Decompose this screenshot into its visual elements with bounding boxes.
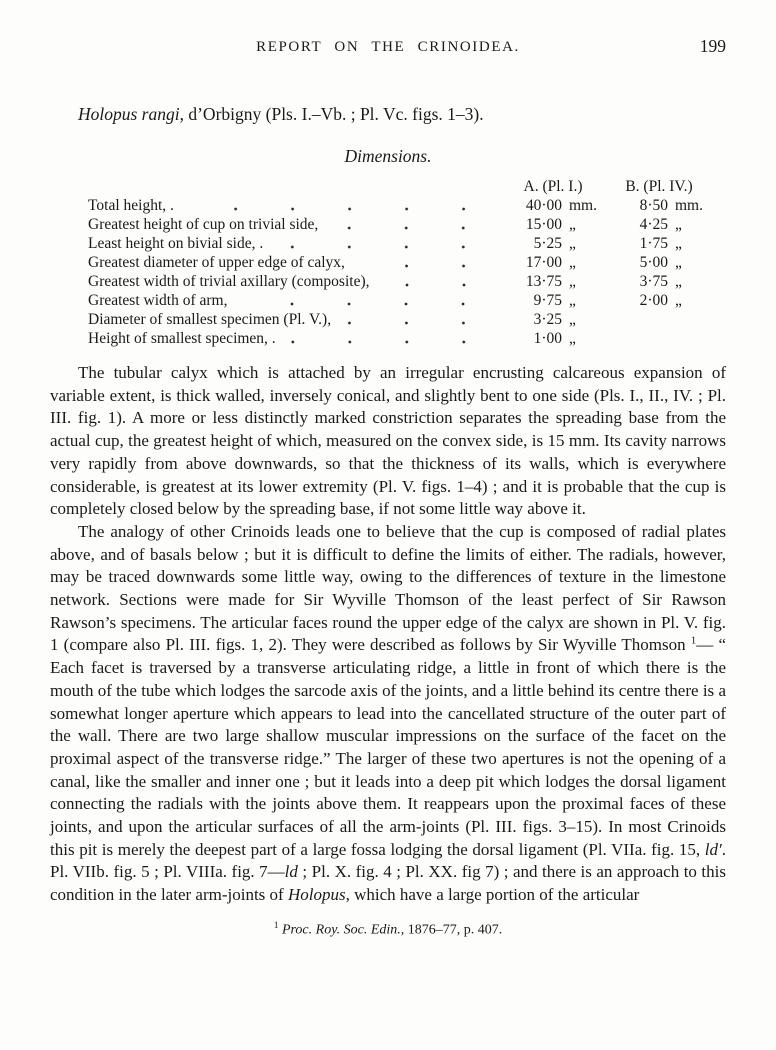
unit-a: „ — [569, 216, 576, 233]
header-spacer — [88, 177, 498, 196]
row-label: Height of smallest specimen, . — [88, 330, 276, 347]
table-row — [88, 272, 710, 291]
unit-a: mm. — [569, 197, 597, 214]
value-a: 3·25 — [533, 311, 562, 328]
dot-leader — [237, 302, 492, 306]
running-head — [50, 38, 726, 60]
body-text — [50, 362, 726, 907]
table-row — [88, 291, 710, 310]
row-label: Greatest diameter of upper edge of calyx, — [88, 254, 345, 271]
value-b: 3·75 — [639, 273, 668, 290]
dimensions-table-header — [88, 177, 710, 196]
row-label: Greatest width of arm, — [88, 292, 228, 309]
table-row — [88, 253, 710, 272]
unit-b: „ — [675, 216, 682, 233]
dot-leader — [380, 283, 493, 287]
dimensions-table-body — [88, 196, 710, 348]
table-row — [88, 215, 710, 234]
column-b-header: B. (Pl. IV.) — [625, 178, 693, 195]
unit-a: „ — [569, 235, 576, 252]
value-b: 4·25 — [639, 216, 668, 233]
row-label: Diameter of smallest specimen (Pl. V.), — [88, 311, 332, 328]
dot-leader — [273, 245, 492, 249]
page-number: 199 — [699, 36, 726, 56]
table-row — [88, 234, 710, 253]
value-a: 9·75 — [533, 292, 562, 309]
paragraph-2: The analogy of other Crinoids leads one to believe that the cup is composed of radial plates above, and of basals below ; but it is difficult to define the limits of either. The radials, however, may be traced downwards some little way, owing to the differences of texture in the limestone network. Sections were made for Sir Wyville Thomson of the least perfect of Sir Rawson Rawson’s specimens. The articular faces round the upper edge of the calyx are shown in Pl. V. fig. 1 (compare also Pl. III. figs. 1, 2). They were described as follows by Sir Wyville Thomson $^1$— “ Each facet is traversed by a transverse articulating ridge, a little in front of which there is the mouth of the tube which lodges the sarcode axis of the joints, and a little behind its centre there is a somewhat longer aperture which appears to lead into the cancellated structure of the outer part of the wall. There are two large shallow muscular impressions on the surface of the facet on the proximal aspect of the transverse ridge.” The larger of these two apertures is not the opening of a canal, like the smaller and inner one ; but it leads into a deep pit which lodges the dorsal ligament connecting the radials with the joints above them. It reappears upon the proximal faces of these joints, and upon the articular surfaces of all the arm-joints (Pl. III. figs. 3–15). In most Crinoids this pit is merely the deepest part of a large fossa lodging the dorsal ligament (Pl. VIIa. fig. 15, ld′. Pl. VIIb. fig. 5 ; Pl. VIIIa. fig. 7—ld ; Pl. X. fig. 4 ; Pl. XX. fig 7) ; and there is an approach to this condition in the later arm-joints of Holopus, which have a large portion of the articular — [50, 521, 727, 905]
dot-leader — [341, 321, 492, 325]
running-title: REPORT ON THE CRINOIDEA. — [256, 39, 520, 55]
value-b: 1·75 — [639, 235, 668, 252]
value-b: 5·00 — [639, 254, 668, 271]
value-b: 8·50 — [639, 197, 668, 214]
unit-a: „ — [569, 311, 576, 328]
table-row — [88, 196, 710, 215]
value-a: 15·00 — [525, 216, 562, 233]
unit-a: „ — [569, 330, 576, 347]
dimensions-title: Dimensions. — [344, 146, 432, 166]
table-row — [88, 329, 710, 348]
row-label: Total height, . — [88, 197, 174, 214]
table-row — [88, 310, 710, 329]
footnote: $^1$ Proc. Roy. Soc. Edin., 1876–77, p. 407. — [273, 920, 503, 938]
row-label: Greatest width of trivial axillary (composite), — [88, 273, 370, 290]
value-b: 2·00 — [639, 292, 668, 309]
unit-a: „ — [569, 292, 576, 309]
unit-a: „ — [569, 254, 576, 271]
dot-leader — [286, 340, 492, 344]
dot-leader — [355, 264, 492, 268]
unit-a: „ — [569, 273, 576, 290]
paragraph-1: The tubular calyx which is attached by an irregular encrusting calcareous expansion of variable extent, is thick walled, inversely conical, and slightly bent to one side (Pls. I., II., IV. ; Pl. III. fig. 1). A more or less distinctly marked constriction separates the spreading base from the actual cup, the greatest height of which, measured on the convex side, is 15 mm. Its cavity narrows very rapidly from above downwards, so that the thickness of its walls, which is everywhere considerable, is greatest at its lower extremity (Pl. V. figs. 1–4) ; and it is probable that the cup is completely closed below by the spreading base, if not some little way above it. — [50, 363, 726, 519]
unit-b: „ — [675, 254, 682, 271]
unit-b: „ — [675, 292, 682, 309]
value-a: 5·25 — [533, 235, 562, 252]
dimensions-table — [88, 177, 710, 348]
unit-b: „ — [675, 235, 682, 252]
dot-leader — [184, 207, 492, 211]
row-label: Greatest height of cup on trivial side, — [88, 216, 319, 233]
unit-b: mm. — [675, 197, 703, 214]
value-a: 13·75 — [525, 273, 562, 290]
value-a: 1·00 — [533, 330, 562, 347]
dot-leader — [328, 226, 492, 230]
value-a: 40·00 — [525, 197, 562, 214]
unit-b: „ — [675, 273, 682, 290]
row-label: Least height on bivial side, . — [88, 235, 264, 252]
column-a-header: A. (Pl. I.) — [523, 178, 583, 195]
species-heading: Holopus rangi, d’Orbigny (Pls. I.–Vb. ; Pl. Vc. figs. 1–3). — [78, 104, 484, 124]
value-a: 17·00 — [525, 254, 562, 271]
